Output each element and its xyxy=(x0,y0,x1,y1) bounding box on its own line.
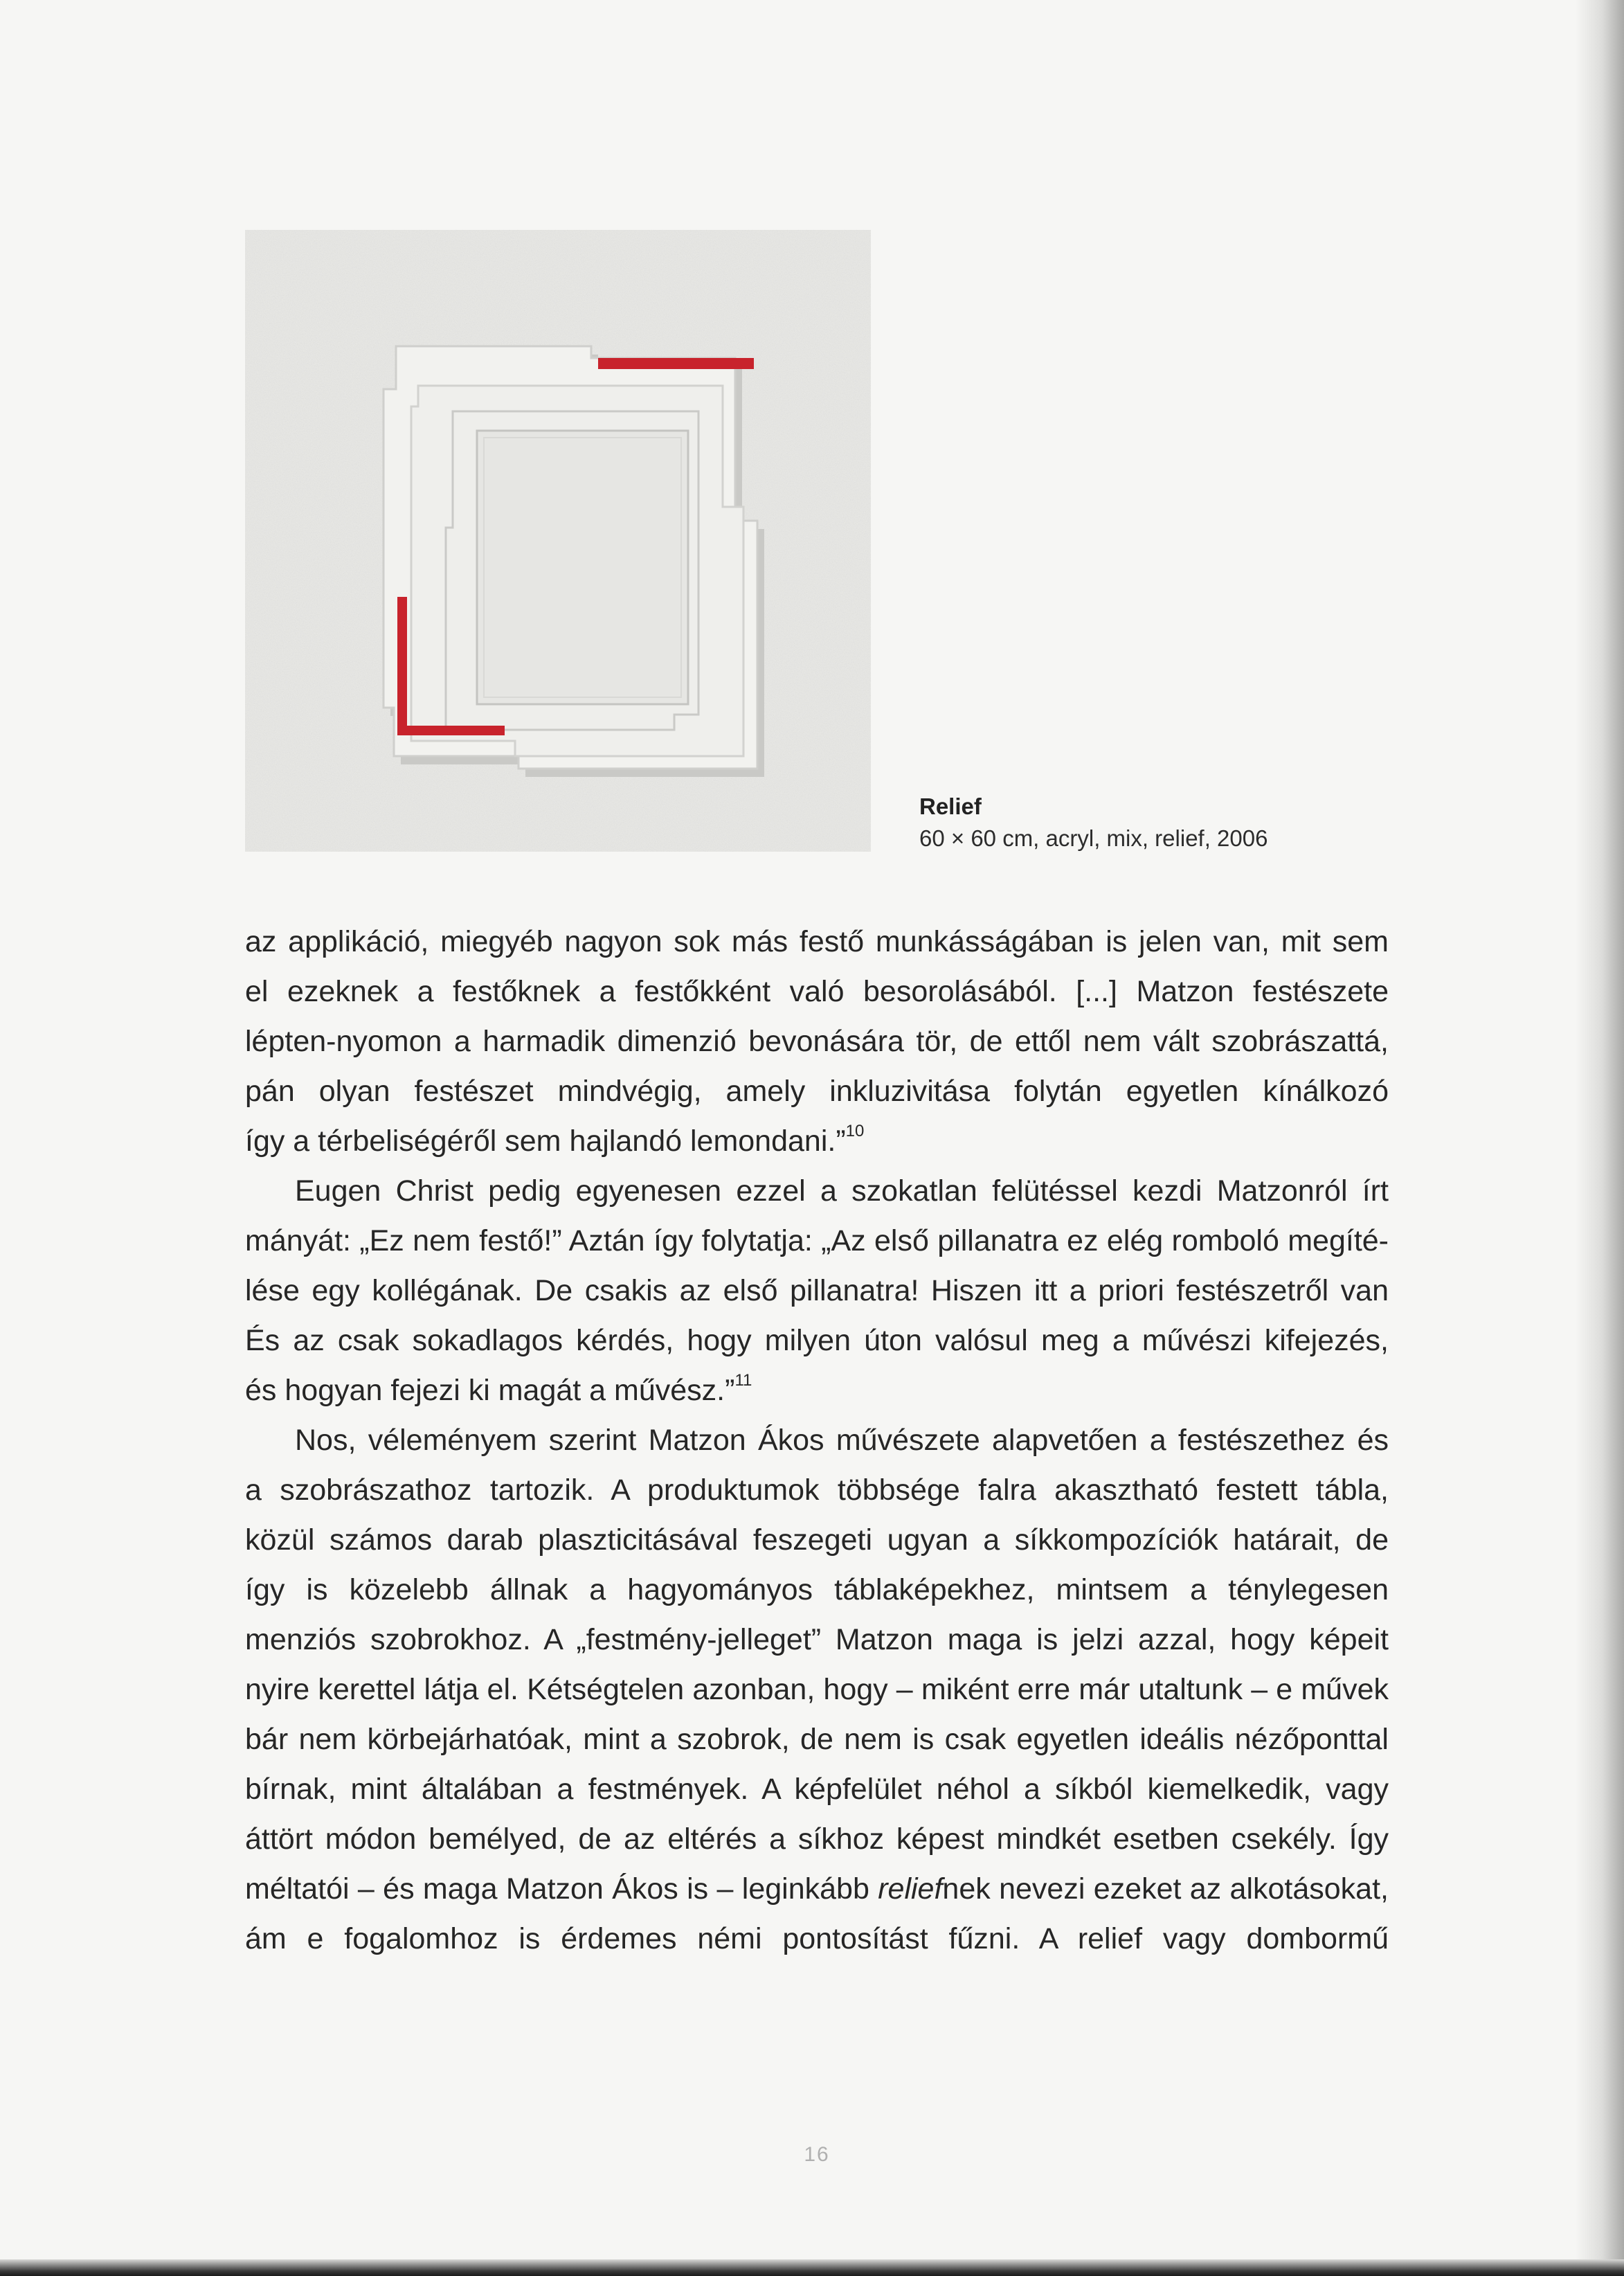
text-line: pán olyan festészet mindvégig, amely inkluzivitása folytán egyetlen kínálkozó xyxy=(245,1075,1389,1108)
text-line-content: így a térbeliségéről sem hajlandó lemondani.” xyxy=(245,1124,846,1158)
text-line-content: és hogyan fejezi ki magát a művész.” xyxy=(245,1374,735,1407)
text-line: ám e fogalomhoz is érdemes némi pontosítást fűzni. A relief vagy dombormű xyxy=(245,1922,1389,1955)
text-line: a szobrászathoz tartozik. A produktumok többsége falra akasztható festett tábla, xyxy=(245,1473,1389,1507)
italic-word: relief xyxy=(878,1872,943,1906)
caption-title: Relief xyxy=(919,794,982,819)
text-line: lése egy kollégának. De csakis az első pillanatra! Hiszen itt a priori festészetről van xyxy=(245,1274,1389,1307)
body-text xyxy=(245,917,1389,1964)
text-line: az applikáció, miegyéb nagyon sok más festő munkásságában is jelen van, mit sem xyxy=(245,925,1389,958)
figure-caption xyxy=(919,791,1404,854)
relief-red-bar-left-vertical xyxy=(397,597,407,735)
text-line: közül számos darab plaszticitásával feszegeti ugyan a síkkompozíciók határait, de xyxy=(245,1523,1389,1557)
footnote-marker: 11 xyxy=(734,1370,752,1390)
text-line: mányát: „Ez nem festő!” Aztán így folytatja: „Az első pillanatra ez elég romboló megíté- xyxy=(245,1224,1389,1257)
text-line: lépten-nyomon a harmadik dimenzió bevonására tör, de ettől nem vált szobrászattá, xyxy=(245,1025,1389,1058)
text-line: nyire kerettel látja el. Kétségtelen azonban, hogy – miként erre már utaltunk – e művek xyxy=(245,1673,1389,1706)
text-line-after-italic: nek nevezi ezeket az alkotásokat, xyxy=(942,1872,1389,1906)
text-line: bár nem körbejárhatóak, mint a szobrok, de nem is csak egyetlen ideális nézőponttal xyxy=(245,1723,1389,1756)
page-bottom-shadow xyxy=(0,2259,1624,2276)
page-number: 16 xyxy=(804,2143,830,2166)
text-line: áttört módon bemélyed, de az eltérés a síkhoz képest mindkét esetben csekély. Így xyxy=(245,1822,1389,1856)
text-line: És az csak sokadlagos kérdés, hogy milyen úton valósul meg a művészi kifejezés, xyxy=(245,1324,1389,1357)
text-line: így is közelebb állnak a hagyományos táblaképekhez, mintsem a ténylegesen xyxy=(245,1573,1389,1606)
text-line xyxy=(245,1116,1389,1166)
relief-red-bar-top xyxy=(598,358,754,369)
text-line: bírnak, mint általában a festmények. A képfelület néhol a síkból kiemelkedik, vagy xyxy=(245,1773,1389,1806)
page-edge-shadow xyxy=(1576,0,1624,2276)
relief-red-bar-left-horizontal xyxy=(397,726,505,735)
text-line: menziós szobrokhoz. A „festmény-jelleget” Matzon maga is jelzi azzal, hogy képeit xyxy=(245,1623,1389,1656)
text-line: Eugen Christ pedig egyenesen ezzel a szokatlan felütéssel kezdi Matzonról írt xyxy=(295,1174,1389,1208)
text-line xyxy=(245,1864,1389,1914)
text-line: Nos, véleményem szerint Matzon Ákos művészete alapvetően a festészethez és xyxy=(295,1424,1389,1457)
text-line xyxy=(245,1365,1389,1415)
footnote-marker: 10 xyxy=(845,1121,865,1140)
text-line-before-italic: méltatói – és maga Matzon Ákos is – leginkább xyxy=(245,1872,878,1906)
caption-details: 60 × 60 cm, acryl, mix, relief, 2006 xyxy=(919,825,1268,851)
text-line: el ezeknek a festőknek a festőkként való besorolásából. [...] Matzon festészete xyxy=(245,975,1389,1008)
relief-artwork-image xyxy=(245,230,871,852)
